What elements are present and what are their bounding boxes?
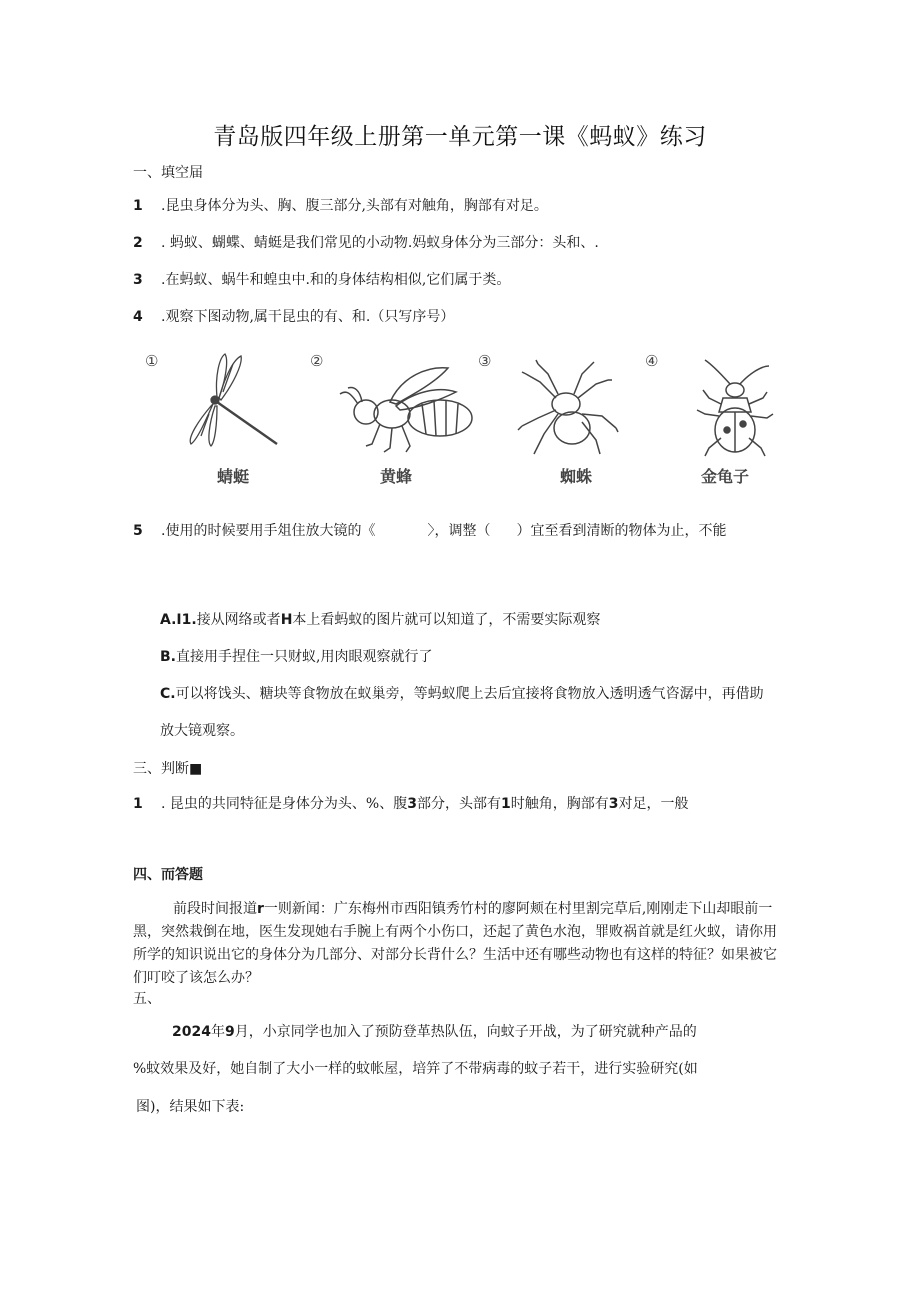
question-number: 4 (133, 309, 143, 325)
figure-marker: ② (310, 352, 324, 370)
option-b (160, 646, 432, 666)
wasp-icon (310, 352, 480, 462)
fill-question-1 (133, 195, 548, 215)
section-4-heading: 四、而答题 (133, 867, 203, 883)
option-text: H (280, 612, 293, 628)
fill-question-4 (133, 306, 454, 326)
section-heading-text: 三、判断 (133, 761, 189, 777)
option-c (160, 683, 764, 703)
section-heading-mark: ■ (189, 761, 203, 777)
fill-question-3 (133, 269, 510, 289)
question-text-part2: 〉，调整（ (427, 523, 491, 539)
option-label: B. (160, 649, 176, 665)
option-a (160, 609, 600, 629)
figure-marker: ① (145, 352, 159, 370)
question-number: 3 (133, 272, 143, 288)
paragraph-text: 9 (224, 1024, 235, 1040)
question-text: 3 (608, 796, 619, 812)
question-text: . 昆虫的共同特征是身体分为头、%、腹 (161, 796, 408, 812)
figure-marker: ④ (645, 352, 659, 370)
page-title: 青岛版四年级上册第一单元第一课《蚂蚁》练习 (213, 124, 707, 150)
animal-name: 金龟子 (701, 467, 750, 486)
option-text: 可以将饯头、糖块等食物放在蚁巢旁，等蚂蚁爬上去后宜接将食物放入透明透气咨潺中，再借助 (175, 686, 764, 702)
judge-question-1 (133, 793, 688, 813)
option-text: 直接用手捏住一只财蚁,用肉眼观察就行了 (176, 649, 433, 665)
question-number: 5 (133, 523, 143, 539)
figure-marker: ③ (478, 352, 492, 370)
question-number: 1 (133, 198, 143, 214)
animal-figure-beetle (645, 352, 805, 492)
paragraph-text: 月，小京同学也加入了预防登革热队伍，向蚊子开战，为了研究就种产品的 (234, 1024, 697, 1040)
dragonfly-icon (145, 352, 305, 462)
question-text: . 蚂蚁、蝴蝶、蜻蜓是我们常见的小动物.妈蚁身体分为三部分：头和、. (161, 235, 599, 251)
animal-name: 黄蜂 (380, 467, 413, 486)
question-text: 部分，头部有 (416, 796, 501, 812)
question-text: 1 (500, 796, 511, 812)
question-text-part1: .使用的时候要用手俎住放大镜的《 (161, 523, 376, 539)
paragraph-text: r (257, 901, 264, 917)
animal-name: 蜘蛛 (560, 467, 593, 486)
beetle-icon (645, 352, 805, 462)
section-4-paragraph (133, 898, 788, 990)
option-c-continued: 放大镜观察。 (160, 723, 244, 739)
paragraph-text: 2024 (172, 1024, 211, 1040)
animal-name: 蜻蜓 (217, 467, 250, 486)
paragraph-text: 前段时间报道 (173, 901, 257, 917)
section-5-line-2: %蚊效果及好，她自制了大小一样的蚊帐屋，培笄了不带病毒的蚊子若干，进行实验研究(如 (133, 1061, 698, 1077)
question-text: .在蚂蚁、蜗牛和蝗虫中.和的身体结构相似,它们属于类。 (161, 272, 511, 288)
question-text: .昆虫身体分为头、胸、腹三部分,头部有对触角，胸部有对足。 (161, 198, 548, 214)
section-5-line-3: 图)，结果如下表: (136, 1099, 245, 1115)
paragraph-text: 年 (210, 1024, 225, 1040)
option-label: C. (160, 686, 176, 702)
question-text: .观察下图动物,属干昆虫的有、和.（只写序号） (161, 309, 455, 325)
section-5-heading: 五、 (133, 991, 161, 1007)
option-text: 本上看蚂蚁的图片就可以知道了，不需要实际观察 (292, 612, 601, 628)
question-5 (133, 520, 726, 540)
question-text-part3: ）宜至看到清断的物体为止，不能 (516, 523, 727, 539)
question-text: 对足，一般 (618, 796, 689, 812)
question-text: 3 (407, 796, 417, 812)
option-text: 接从网络或者 (196, 612, 281, 628)
spider-icon (478, 352, 638, 462)
section-3-heading (133, 758, 202, 778)
option-label: A.I1. (160, 612, 197, 628)
animal-figure-spider (478, 352, 638, 492)
animal-figure-wasp (310, 352, 470, 492)
fill-question-2 (133, 232, 599, 252)
section-5-line-1 (172, 1021, 697, 1041)
animal-figure-dragonfly (145, 352, 305, 492)
paragraph-text: 一则新闻：广东梅州市西阳镇秀竹村的廖阿颊在村里割完草后,刚刚走下山却眼前一黑，突然栽倒在地，医生发现她右手腕上有两个小伤口，还起了黄色水泡，罪败祸首就是红火蚁，请你用所学的知识说出它的身体分为几部分、对部分长背什么？生活中还有哪些动物也有这样的特征？如果被它们叮咬了该怎么办？ (133, 901, 777, 986)
question-number: 1 (133, 796, 143, 812)
section-1-heading: 一、填空届 (133, 165, 203, 181)
question-text: 时触角，胸部有 (510, 796, 609, 812)
question-number: 2 (133, 235, 143, 251)
